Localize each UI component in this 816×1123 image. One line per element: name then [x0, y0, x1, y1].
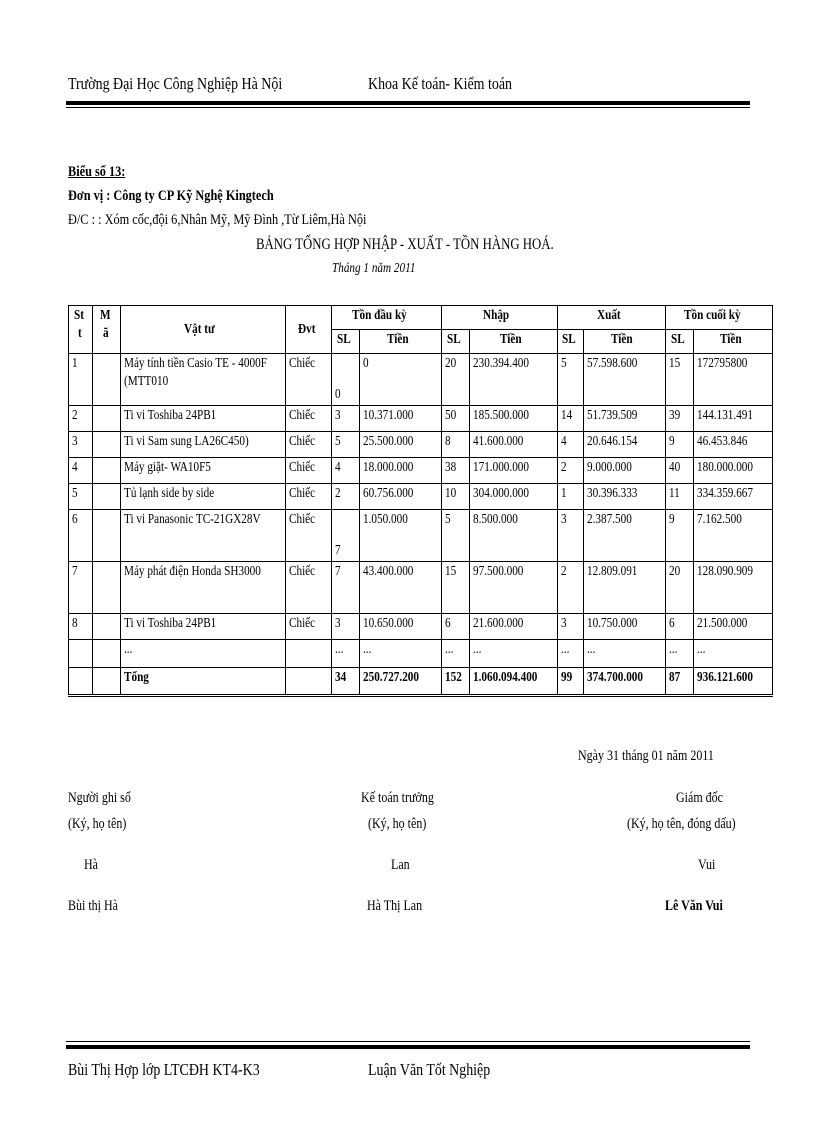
form-label: Biểu số 13:	[68, 164, 126, 180]
cell-stt: 6	[69, 510, 93, 562]
cell-out-sl: ...	[558, 640, 584, 668]
cell-in-sl: ...	[442, 640, 470, 668]
cell-open-amt: 25.500.000	[360, 432, 442, 458]
director-name: Lê Văn Vui	[665, 898, 723, 914]
cell-stt: 8	[69, 614, 93, 640]
table-row	[69, 458, 773, 484]
cell-in-sl: 20	[442, 354, 470, 406]
report-period: Tháng 1 năm 2011	[332, 261, 416, 276]
cell-stt: 5	[69, 484, 93, 510]
cell-open-sl: 5	[332, 432, 360, 458]
table-row	[69, 354, 773, 406]
recorder-sign: Hà	[84, 857, 98, 873]
total-open-amt: 250.727.200	[360, 668, 442, 696]
cell-ma	[93, 562, 121, 614]
cell-in-amt: 230.394.400	[470, 354, 558, 406]
cell-unit: Chiếc	[286, 562, 332, 614]
table-row	[69, 432, 773, 458]
cell-stt	[69, 668, 93, 696]
cell-item: Ti vi Toshiba 24PB1	[121, 406, 286, 432]
cell-out-amt: 30.396.333	[584, 484, 666, 510]
footer-rule-thick	[66, 1045, 750, 1049]
header-rule-thick	[66, 101, 750, 105]
cell-unit: Chiếc	[286, 484, 332, 510]
cell-close-sl: 20	[666, 562, 694, 614]
table-row	[69, 562, 773, 614]
cell-close-amt: 46.453.846	[694, 432, 773, 458]
cell-out-sl: 2	[558, 562, 584, 614]
cell-item: ...	[121, 640, 286, 668]
cell-stt: 3	[69, 432, 93, 458]
header-export: Xuất	[558, 306, 666, 330]
cell-ma	[93, 406, 121, 432]
cell-close-sl: ...	[666, 640, 694, 668]
director-note: (Ký, họ tên, đóng dấu)	[627, 816, 736, 832]
cell-close-sl: 40	[666, 458, 694, 484]
cell-unit: Chiếc	[286, 354, 332, 406]
table-row	[69, 406, 773, 432]
cell-close-amt: 21.500.000	[694, 614, 773, 640]
cell-close-amt: 334.359.667	[694, 484, 773, 510]
cell-in-sl: 15	[442, 562, 470, 614]
cell-open-amt: 18.000.000	[360, 458, 442, 484]
cell-ma	[93, 458, 121, 484]
cell-open-amt: 1.050.000	[360, 510, 442, 562]
total-in-sl: 152	[442, 668, 470, 696]
cell-item: Tủ lạnh side by side	[121, 484, 286, 510]
header-in-amt: Tiền	[470, 330, 558, 354]
cell-out-sl: 3	[558, 510, 584, 562]
cell-close-sl: 15	[666, 354, 694, 406]
cell-close-amt: ...	[694, 640, 773, 668]
cell-stt: 4	[69, 458, 93, 484]
total-label: Tổng	[121, 668, 286, 696]
report-title: BẢNG TỔNG HỢP NHẬP - XUẤT - TỒN HÀNG HOÁ.	[256, 236, 554, 253]
cell-out-sl: 5	[558, 354, 584, 406]
cell-open-sl: ...	[332, 640, 360, 668]
cell-open-sl: 0	[332, 354, 360, 406]
header-ma: M ã	[93, 306, 121, 354]
cell-out-amt: 10.750.000	[584, 614, 666, 640]
cell-out-amt: 57.598.600	[584, 354, 666, 406]
total-out-amt: 374.700.000	[584, 668, 666, 696]
cell-in-amt: ...	[470, 640, 558, 668]
cell-in-amt: 8.500.000	[470, 510, 558, 562]
cell-in-sl: 50	[442, 406, 470, 432]
header-closing: Tồn cuối kỳ	[666, 306, 773, 330]
header-close-amt: Tiền	[694, 330, 773, 354]
cell-ma	[93, 484, 121, 510]
cell-out-amt: 2.387.500	[584, 510, 666, 562]
cell-in-sl: 6	[442, 614, 470, 640]
cell-out-amt: 12.809.091	[584, 562, 666, 614]
footer-author: Bùi Thị Hợp lớp LTCĐH KT4-K3	[68, 1060, 260, 1079]
director-sign: Vui	[698, 857, 716, 873]
cell-close-amt: 172795800	[694, 354, 773, 406]
cell-out-sl: 2	[558, 458, 584, 484]
cell-ma	[93, 640, 121, 668]
table-row	[69, 510, 773, 562]
cell-open-amt: ...	[360, 640, 442, 668]
cell-stt: 2	[69, 406, 93, 432]
cell-open-amt: 10.371.000	[360, 406, 442, 432]
signature-date: Ngày 31 tháng 01 năm 2011	[578, 748, 714, 764]
table-total-row	[69, 668, 773, 696]
accountant-note: (Ký, họ tên)	[368, 816, 427, 832]
header-import: Nhập	[442, 306, 558, 330]
recorder-name: Bùi thị Hà	[68, 898, 118, 914]
cell-in-sl: 38	[442, 458, 470, 484]
cell-unit: Chiếc	[286, 458, 332, 484]
cell-item: Máy giặt- WA10F5	[121, 458, 286, 484]
cell-unit: Chiếc	[286, 406, 332, 432]
cell-open-amt: 60.756.000	[360, 484, 442, 510]
table-row	[69, 614, 773, 640]
total-out-sl: 99	[558, 668, 584, 696]
cell-item: Ti vi Sam sung LA26C450)	[121, 432, 286, 458]
cell-close-amt: 128.090.909	[694, 562, 773, 614]
cell-ma	[93, 614, 121, 640]
cell-open-sl: 2	[332, 484, 360, 510]
cell-ma	[93, 432, 121, 458]
cell-open-amt: 0	[360, 354, 442, 406]
total-in-amt: 1.060.094.400	[470, 668, 558, 696]
accountant-name: Hà Thị Lan	[367, 898, 423, 914]
cell-ma	[93, 354, 121, 406]
footer-rule-thin	[66, 1041, 750, 1042]
cell-item: Máy tính tiền Casio TE - 4000F (MTT010	[121, 354, 286, 406]
cell-item: Ti vi Panasonic TC-21GX28V	[121, 510, 286, 562]
table-header-row-top	[69, 306, 773, 330]
accountant-role: Kế toán trưởng	[361, 790, 434, 806]
cell-in-sl: 8	[442, 432, 470, 458]
header-opening: Tồn đầu kỳ	[332, 306, 442, 330]
header-unit: Đvt	[286, 306, 332, 354]
faculty-name: Khoa Kế toán- Kiểm toán	[368, 74, 513, 93]
cell-in-sl: 10	[442, 484, 470, 510]
cell-in-amt: 185.500.000	[470, 406, 558, 432]
school-name: Trường Đại Học Công Nghiệp Hà Nội	[68, 74, 283, 93]
header-out-sl: SL	[558, 330, 584, 354]
cell-in-amt: 304.000.000	[470, 484, 558, 510]
cell-in-amt: 21.600.000	[470, 614, 558, 640]
cell-close-amt: 7.162.500	[694, 510, 773, 562]
total-open-sl: 34	[332, 668, 360, 696]
cell-in-amt: 171.000.000	[470, 458, 558, 484]
cell-unit	[286, 668, 332, 696]
director-role: Giám đốc	[676, 790, 723, 806]
cell-out-sl: 14	[558, 406, 584, 432]
header-stt: St t	[69, 306, 93, 354]
cell-open-sl: 4	[332, 458, 360, 484]
footer-thesis: Luận Văn Tốt Nghiệp	[368, 1060, 491, 1079]
cell-out-sl: 3	[558, 614, 584, 640]
cell-item: Máy phát điện Honda SH3000	[121, 562, 286, 614]
cell-open-sl: 3	[332, 614, 360, 640]
cell-in-amt: 41.600.000	[470, 432, 558, 458]
total-close-sl: 87	[666, 668, 694, 696]
cell-open-amt: 43.400.000	[360, 562, 442, 614]
cell-close-sl: 39	[666, 406, 694, 432]
cell-open-sl: 7	[332, 562, 360, 614]
cell-unit: Chiếc	[286, 614, 332, 640]
header-rule-thin	[66, 107, 750, 108]
cell-in-amt: 97.500.000	[470, 562, 558, 614]
header-close-sl: SL	[666, 330, 694, 354]
header-open-amt: Tiền	[360, 330, 442, 354]
cell-ma	[93, 668, 121, 696]
cell-item: Ti vi Toshiba 24PB1	[121, 614, 286, 640]
cell-stt: 7	[69, 562, 93, 614]
cell-unit: Chiếc	[286, 510, 332, 562]
total-close-amt: 936.121.600	[694, 668, 773, 696]
cell-out-amt: ...	[584, 640, 666, 668]
recorder-role: Người ghi sổ	[68, 790, 131, 806]
cell-close-sl: 9	[666, 432, 694, 458]
cell-close-amt: 144.131.491	[694, 406, 773, 432]
table-row-ellipsis	[69, 640, 773, 668]
cell-stt: 1	[69, 354, 93, 406]
table-row	[69, 484, 773, 510]
recorder-note: (Ký, họ tên)	[68, 816, 127, 832]
unit-name: Đơn vị : Công ty CP Kỹ Nghệ Kingtech	[68, 188, 274, 204]
cell-close-amt: 180.000.000	[694, 458, 773, 484]
header-in-sl: SL	[442, 330, 470, 354]
cell-out-amt: 51.739.509	[584, 406, 666, 432]
cell-in-sl: 5	[442, 510, 470, 562]
cell-unit	[286, 640, 332, 668]
cell-open-amt: 10.650.000	[360, 614, 442, 640]
cell-open-sl: 7	[332, 510, 360, 562]
accountant-sign: Lan	[391, 857, 410, 873]
cell-close-sl: 9	[666, 510, 694, 562]
cell-ma	[93, 510, 121, 562]
cell-stt	[69, 640, 93, 668]
cell-close-sl: 11	[666, 484, 694, 510]
cell-out-sl: 1	[558, 484, 584, 510]
cell-out-amt: 20.646.154	[584, 432, 666, 458]
cell-open-sl: 3	[332, 406, 360, 432]
header-open-sl: SL	[332, 330, 360, 354]
cell-unit: Chiếc	[286, 432, 332, 458]
inventory-summary-table	[68, 305, 773, 697]
cell-out-sl: 4	[558, 432, 584, 458]
unit-address: Đ/C : : Xóm cốc,đội 6,Nhân Mỹ, Mỹ Đình ,Từ Liêm,Hà Nội	[68, 212, 367, 228]
cell-out-amt: 9.000.000	[584, 458, 666, 484]
header-out-amt: Tiền	[584, 330, 666, 354]
cell-close-sl: 6	[666, 614, 694, 640]
header-item: Vật tư	[121, 306, 286, 354]
